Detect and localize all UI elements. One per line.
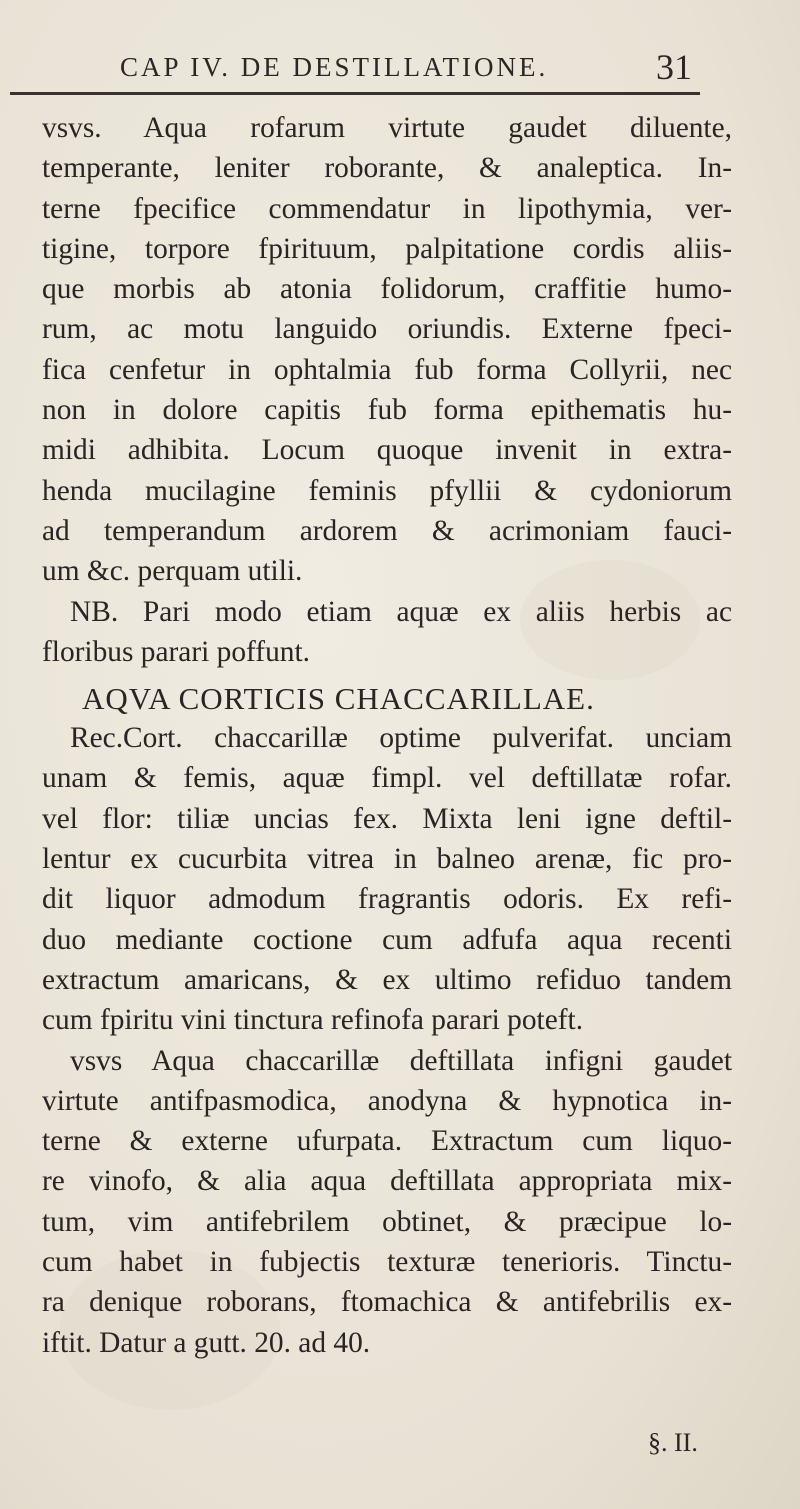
- text-line: midi adhibita. Locum quoque invenit in extra-: [42, 434, 732, 467]
- text-line: terne & externe ufurpata. Extractum cum liquo-: [42, 1125, 732, 1158]
- text-line: cum habet in fubjectis texturæ tenerioris. Tinctu-: [42, 1246, 732, 1279]
- text-line: lentur ex cucurbita vitrea in balneo arenæ, fic pro-: [42, 843, 732, 876]
- text-line: ad temperandum ardorem & acrimoniam fauci-: [42, 514, 732, 547]
- main-text: [42, 108, 732, 1363]
- section-heading: AQVA CORTICIS CHACCARILLAE.: [82, 681, 595, 717]
- text-line: temperante, leniter roborante, & analeptica. In-: [42, 152, 732, 185]
- catchword: §. II.: [648, 1428, 698, 1457]
- text-line: um &c. perquam utili.: [42, 555, 303, 588]
- text-line: fica cenfetur in ophtalmia fub forma Collyrii, nec: [42, 353, 732, 386]
- running-header: [110, 48, 700, 88]
- text-line: floribus parari poffunt.: [42, 635, 310, 668]
- text-line: vsvs Aqua chaccarillæ deftillata infigni gaudet: [70, 1044, 732, 1077]
- text-line: iftit. Datur a gutt. 20. ad 40.: [42, 1326, 371, 1359]
- text-line: tigine, torpore fpirituum, palpitatione cordis aliis-: [42, 232, 732, 265]
- page-number: 31: [656, 47, 692, 87]
- text-line: terne fpecifice commendatur in lipothymia, ver-: [42, 192, 732, 225]
- text-line: NB. Pari modo etiam aquæ ex aliis herbis ac: [70, 595, 732, 628]
- text-line: que morbis ab atonia folidorum, craffitie humo-: [42, 273, 732, 306]
- running-title: CAP IV. DE DESTILLATIONE.: [120, 52, 549, 82]
- text-line: ra denique roborans, ftomachica & antifebrilis ex-: [42, 1286, 732, 1319]
- text-line: henda mucilagine feminis pfyllii & cydoniorum: [42, 474, 732, 507]
- text-line: unam & femis, aquæ fimpl. vel deftillatæ rofar.: [42, 762, 732, 795]
- text-line: Rec.Cort. chaccarillæ optime pulverifat. unciam: [70, 722, 732, 755]
- header-rule: [10, 92, 700, 95]
- text-line: virtute antifpasmodica, anodyna & hypnotica in-: [42, 1084, 732, 1117]
- text-line: re vinofo, & alia aqua deftillata appropriata mix-: [42, 1165, 732, 1198]
- text-line: vel flor: tiliæ uncias fex. Mixta leni igne deftil-: [42, 802, 732, 835]
- text-line: non in dolore capitis fub forma epithematis hu-: [42, 394, 732, 427]
- text-line: cum fpiritu vini tinctura refinofa parari poteft.: [42, 1004, 584, 1037]
- text-line: dit liquor admodum fragrantis odoris. Ex refi-: [42, 883, 732, 916]
- text-line: duo mediante coctione cum adfufa aqua recenti: [42, 923, 732, 956]
- text-line: vsvs. Aqua rofarum virtute gaudet diluente,: [42, 112, 732, 144]
- text-line: tum, vim antifebrilem obtinet, & præcipue lo-: [42, 1205, 732, 1238]
- text-line: rum, ac motu languido oriundis. Externe fpeci-: [42, 313, 732, 346]
- text-line: extractum amaricans, & ex ultimo refiduo tandem: [42, 963, 732, 996]
